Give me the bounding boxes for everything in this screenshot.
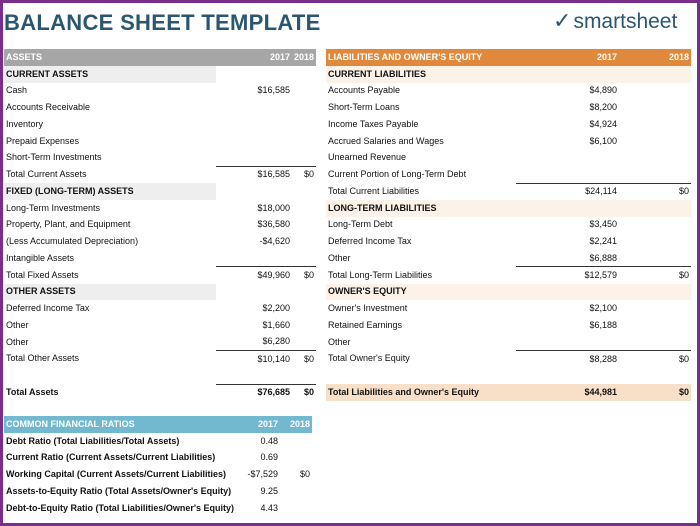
value-2017: $12,579 — [516, 267, 619, 284]
value-2018 — [292, 99, 316, 116]
value-2017: $49,960 — [216, 267, 292, 284]
ratios-header-2018: 2018 — [280, 416, 312, 433]
row-label: Unearned Revenue — [328, 152, 407, 163]
value-2018 — [292, 233, 316, 250]
row-label: Deferred Income Tax — [328, 236, 412, 247]
value-2018: $0 — [619, 384, 691, 401]
value-2018 — [619, 83, 691, 100]
row-label: Long-Term Debt — [328, 219, 393, 230]
value-2018 — [292, 133, 316, 150]
ratio-row — [4, 500, 312, 517]
row-label: LONG-TERM LIABILITIES — [326, 200, 516, 217]
table-row — [326, 317, 691, 334]
value-2017: $44,981 — [516, 384, 619, 401]
value-2018 — [619, 66, 691, 83]
smartsheet-logo — [553, 8, 677, 34]
liabilities-header-label: LIABILITIES AND OWNER'S EQUITY — [326, 49, 516, 66]
value-2018 — [619, 300, 691, 317]
value-2017: $6,188 — [589, 319, 617, 330]
value-2018 — [619, 233, 691, 250]
value-2018 — [280, 450, 312, 467]
value-2018 — [292, 183, 316, 200]
value-2018: $0 — [292, 267, 316, 284]
value-2017: $4,890 — [589, 85, 617, 96]
ratio-row — [4, 483, 312, 500]
value-2017: $2,241 — [589, 236, 617, 247]
ratios-header-label: COMMON FINANCIAL RATIOS — [4, 416, 240, 433]
liabilities-header-2018: 2018 — [619, 49, 691, 66]
table-row — [326, 83, 691, 100]
value-2018 — [292, 300, 316, 317]
table-row — [4, 200, 316, 217]
row-label: Retained Earnings — [328, 319, 403, 330]
value-2018 — [619, 367, 691, 384]
assets-header-2018: 2018 — [292, 49, 316, 66]
section-header-row — [326, 284, 691, 301]
value-2018: $0 — [619, 267, 691, 284]
row-label: Current Portion of Long-Term Debt — [328, 169, 467, 180]
table-row — [4, 317, 316, 334]
value-2018 — [292, 217, 316, 234]
row-label: Accrued Salaries and Wages — [328, 135, 444, 146]
value-2017 — [216, 250, 292, 267]
row-label: Other — [328, 252, 351, 263]
row-label: Total Fixed Assets — [6, 269, 79, 280]
row-label: Total Current Assets — [6, 169, 87, 180]
row-label — [4, 367, 216, 384]
row-label: Total Current Liabilities — [328, 185, 420, 196]
table-row — [326, 116, 691, 133]
table-row — [326, 99, 691, 116]
value-2018 — [292, 284, 316, 301]
value-2018: $0 — [619, 183, 691, 200]
grand-total-row — [326, 384, 691, 401]
subtotal-row — [4, 267, 316, 284]
value-2017: $4,924 — [589, 118, 617, 129]
row-label: Other — [6, 319, 29, 330]
row-label: OWNER'S EQUITY — [326, 284, 516, 301]
value-2018: $0 — [299, 469, 310, 480]
value-2017 — [216, 66, 292, 83]
value-2017: $16,585 — [216, 166, 292, 183]
row-label: Owner's Investment — [328, 303, 408, 314]
value-2018: $0 — [292, 384, 316, 401]
row-label: Deferred Income Tax — [6, 303, 90, 314]
table-row — [4, 334, 316, 351]
value-2017 — [516, 150, 619, 167]
value-2017: $24,114 — [516, 183, 619, 200]
value-2017 — [216, 183, 292, 200]
logo-text: smartsheet — [573, 10, 678, 33]
table-row — [4, 83, 316, 100]
ratio-row — [4, 433, 312, 450]
row-label: Short-Term Investments — [6, 152, 102, 163]
row-label: Total Assets — [6, 386, 59, 397]
table-row — [4, 250, 316, 267]
table-row — [326, 233, 691, 250]
value-2017 — [216, 367, 292, 384]
table-row — [4, 233, 316, 250]
ratio-label: Debt-to-Equity Ratio (Total Liabilities/Owner's Equity) — [6, 502, 234, 513]
value-2017 — [516, 367, 619, 384]
value-2017: $6,100 — [589, 135, 617, 146]
subtotal-row — [326, 267, 691, 284]
value-2018 — [619, 317, 691, 334]
value-2018 — [619, 133, 691, 150]
value-2017: 0.69 — [260, 452, 278, 463]
value-2018 — [619, 150, 691, 167]
value-2018 — [292, 83, 316, 100]
section-header-row — [4, 183, 316, 200]
value-2018 — [280, 500, 312, 517]
assets-table — [4, 49, 316, 401]
row-label: CURRENT ASSETS — [4, 66, 216, 83]
row-label: (Less Accumulated Depreciation) — [6, 236, 139, 247]
row-label: OTHER ASSETS — [4, 284, 216, 301]
section-header-row — [4, 284, 316, 301]
assets-header-label: ASSETS — [4, 49, 216, 66]
value-2017 — [516, 200, 619, 217]
value-2017: $10,140 — [216, 351, 292, 368]
row-label: Other — [6, 336, 29, 347]
subtotal-row — [4, 351, 316, 368]
ratio-row — [4, 466, 312, 483]
table-row — [4, 99, 316, 116]
section-header-row — [4, 66, 316, 83]
liabilities-header-row — [326, 49, 691, 66]
value-2017 — [216, 116, 292, 133]
row-label — [326, 367, 516, 384]
row-label: Total Liabilities and Owner's Equity — [326, 384, 516, 401]
value-2018 — [292, 367, 316, 384]
row-label: Short-Term Loans — [328, 102, 400, 113]
value-2018 — [619, 217, 691, 234]
grand-total-row — [4, 384, 316, 401]
table-row — [326, 334, 691, 351]
row-label: Prepaid Expenses — [6, 135, 80, 146]
value-2018 — [619, 250, 691, 267]
value-2017: $76,685 — [216, 384, 292, 401]
table-row — [326, 217, 691, 234]
value-2018 — [292, 317, 316, 334]
spacer-row — [4, 367, 316, 384]
value-2018 — [292, 66, 316, 83]
value-2017: -$4,620 — [259, 236, 290, 247]
assets-header-2017: 2017 — [216, 49, 292, 66]
value-2018 — [292, 334, 316, 351]
subtotal-row — [326, 183, 691, 200]
ratios-header-2017: 2017 — [240, 416, 280, 433]
value-2018 — [280, 433, 312, 450]
value-2018: $0 — [292, 166, 316, 183]
value-2017: $16,585 — [257, 85, 290, 96]
value-2018 — [292, 250, 316, 267]
table-row — [4, 217, 316, 234]
table-row — [326, 150, 691, 167]
value-2018 — [292, 150, 316, 167]
section-header-row — [326, 66, 691, 83]
value-2017: 4.43 — [260, 502, 278, 513]
table-row — [326, 166, 691, 183]
value-2017 — [216, 99, 292, 116]
row-label: Cash — [6, 85, 28, 96]
subtotal-row — [4, 166, 316, 183]
row-label: Total Other Assets — [6, 353, 80, 364]
checkmark-icon: ✓ — [553, 8, 572, 33]
ratios-header-row — [4, 416, 312, 433]
ratio-label: Current Ratio (Current Assets/Current Liabilities) — [6, 452, 216, 463]
value-2018: $0 — [619, 351, 691, 368]
value-2018 — [619, 334, 691, 351]
subtotal-row — [326, 351, 691, 368]
value-2018 — [292, 116, 316, 133]
table-row — [326, 133, 691, 150]
section-header-row — [326, 200, 691, 217]
value-2017 — [516, 334, 619, 351]
table-row — [4, 150, 316, 167]
value-2017: $1,660 — [262, 319, 290, 330]
value-2017 — [216, 133, 292, 150]
value-2017 — [516, 66, 619, 83]
row-label: Total Owner's Equity — [328, 353, 410, 364]
value-2017 — [216, 150, 292, 167]
value-2017: $8,200 — [589, 102, 617, 113]
value-2017 — [216, 284, 292, 301]
value-2017: 9.25 — [260, 485, 278, 496]
value-2017 — [516, 166, 619, 183]
row-label: Total Long-Term Liabilities — [328, 269, 433, 280]
value-2018 — [619, 99, 691, 116]
row-label: Property, Plant, and Equipment — [6, 219, 131, 230]
value-2017: -$7,529 — [247, 469, 278, 480]
table-row — [326, 300, 691, 317]
row-label: Income Taxes Payable — [328, 118, 419, 129]
value-2018 — [619, 284, 691, 301]
row-label: FIXED (LONG-TERM) ASSETS — [4, 183, 216, 200]
table-row — [4, 133, 316, 150]
value-2017: $6,280 — [262, 336, 290, 347]
table-row — [4, 300, 316, 317]
value-2017: $6,888 — [589, 252, 617, 263]
liabilities-table — [326, 49, 691, 401]
row-label: Accounts Payable — [328, 85, 401, 96]
value-2018 — [619, 166, 691, 183]
liabilities-header-2017: 2017 — [516, 49, 619, 66]
row-label: CURRENT LIABILITIES — [326, 66, 516, 83]
row-label: Inventory — [6, 118, 44, 129]
value-2018 — [280, 483, 312, 500]
ratios-table — [4, 416, 312, 517]
table-row — [326, 250, 691, 267]
row-label: Long-Term Investments — [6, 202, 101, 213]
assets-header-row — [4, 49, 316, 66]
value-2018 — [619, 116, 691, 133]
ratio-label: Assets-to-Equity Ratio (Total Assets/Owner's Equity) — [6, 485, 232, 496]
page-title: BALANCE SHEET TEMPLATE — [4, 10, 321, 35]
row-label: Intangible Assets — [6, 252, 75, 263]
ratio-label: Working Capital (Current Assets/Current Liabilities) — [6, 469, 227, 480]
value-2017: 0.48 — [260, 435, 278, 446]
value-2017: $36,580 — [257, 219, 290, 230]
value-2018: $0 — [292, 351, 316, 368]
value-2017: $3,450 — [589, 219, 617, 230]
value-2017: $18,000 — [257, 202, 290, 213]
value-2017: $2,100 — [589, 303, 617, 314]
value-2017: $2,200 — [262, 303, 290, 314]
row-label: Other — [328, 336, 351, 347]
value-2018 — [619, 200, 691, 217]
value-2017: $8,288 — [516, 351, 619, 368]
table-row — [4, 116, 316, 133]
row-label: Accounts Receivable — [6, 102, 91, 113]
ratio-row — [4, 450, 312, 467]
spacer-row — [326, 367, 691, 384]
value-2018 — [292, 200, 316, 217]
ratio-label: Debt Ratio (Total Liabilities/Total Assets) — [6, 435, 180, 446]
value-2017 — [516, 284, 619, 301]
